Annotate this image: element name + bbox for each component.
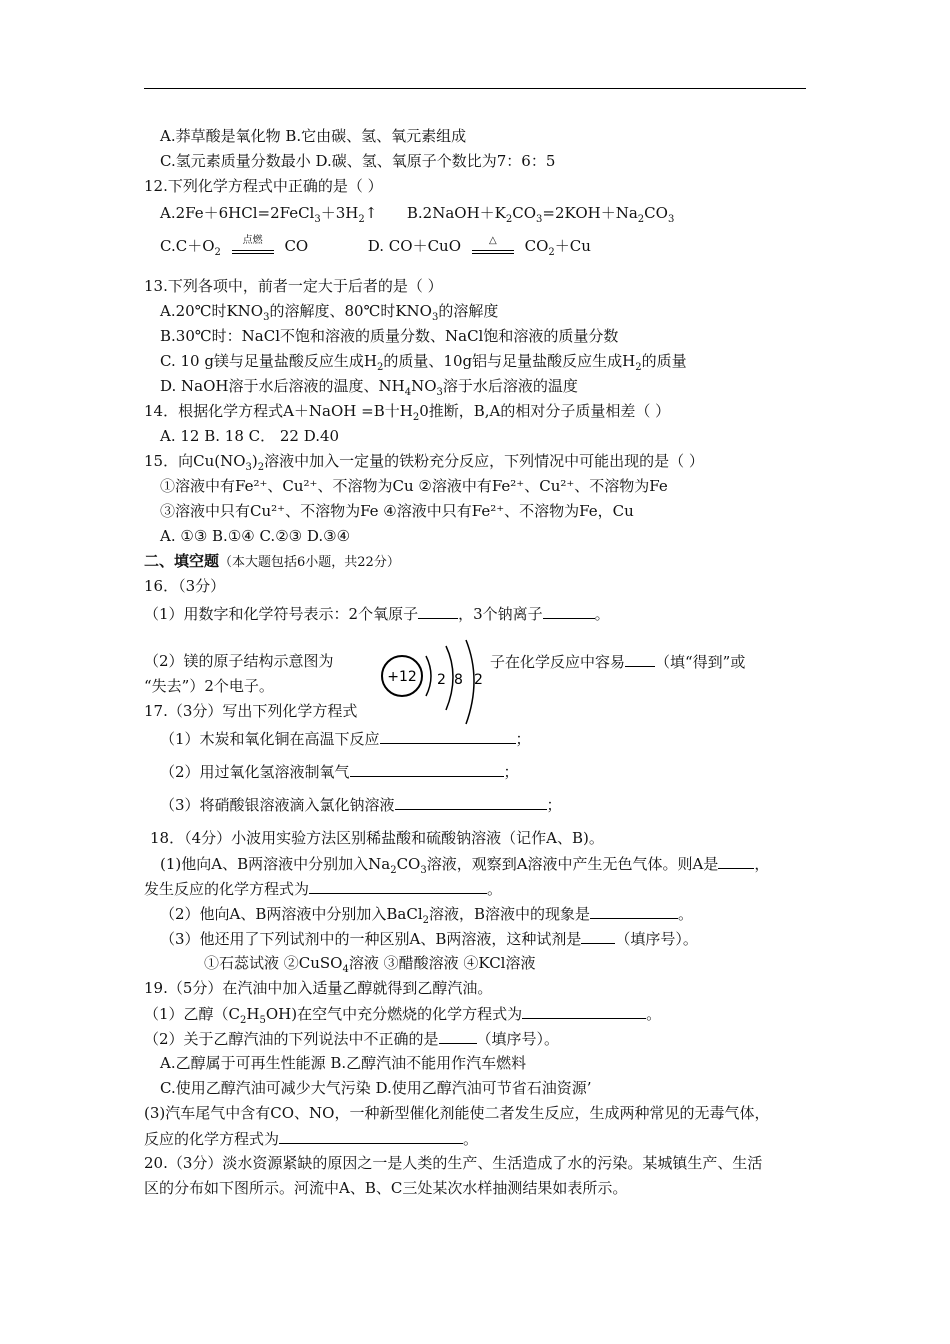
q19-stem: 19.（5分）在汽油中加入适量乙醇就得到乙醇汽油。 (144, 979, 493, 997)
q19-part-2: （2）关于乙醇汽油的下列说法中不正确的是 （填序号）。 (144, 1030, 560, 1048)
q15-options: A. ①③ B.①④ C.②③ D.③④ (160, 527, 351, 545)
q19-part-3b: 反应的化学方程式为 。 (144, 1130, 479, 1148)
q15-case-1-2: ①溶液中有Fe²⁺、Cu²⁺、不溶物为Cu ②溶液中有Fe²⁺、Cu²⁺、不溶物为Fe (160, 477, 668, 495)
header-rule (144, 88, 806, 89)
shell-2-count: 8 (454, 672, 463, 688)
ignite-condition: 点燃 (230, 237, 276, 257)
q13-option-d: D. NaOH溶于水后溶液的温度、$NH_4NO_3$溶于水后溶液的温度 (160, 377, 578, 398)
heat-condition: △ (470, 237, 516, 257)
shell-3-count: 2 (474, 672, 483, 688)
q17-part-1: （1）木炭和氧化铜在高温下反应 ； (160, 730, 531, 748)
shell-1-count: 2 (437, 672, 446, 688)
q13-stem: 13.下列各项中，前者一定大于后者的是（ ） (144, 277, 443, 295)
q19-options-cd: C.使用乙醇汽油可减少大气污染 D.使用乙醇汽油可节省石油资源’ (160, 1079, 592, 1097)
q16-part-1: （1）用数字和化学符号表示：2个氧原子 ，3个钠离子 。 (144, 605, 610, 623)
q16-part-2a: （2）镁的原子结构示意图为 (144, 652, 334, 670)
q16-part-2b: 子在化学反应中容易 （填“得到”或 (490, 653, 746, 671)
q18-part-2: （2）他向A、B两溶液中分别加入BaCl$_2$溶液，B溶液中的现象是 。 (160, 905, 694, 926)
q18-part-3: （3）他还用了下列试剂中的一种区别A、B两溶液，这种试剂是 （填序号）。 (160, 930, 698, 948)
q14-options: A. 12 B. 18 C． 22 D.40 (160, 427, 340, 445)
q12-options-ab: $A.2Fe+6HCl=2FeCl_3+3H_2↑$ $B.2NaOH+K_2CO_3=2KOH+Na_2CO_3$ (160, 204, 675, 225)
q17-stem: 17.（3分）写出下列化学方程式 (144, 702, 358, 720)
shell-1-arc (426, 656, 431, 696)
q13-option-a: A.20℃时$KNO_3$的溶解度、80℃时$KNO_3$的溶解度 (160, 302, 499, 323)
q11-options-cd: C.氢元素质量分数最小 D.碳、氢、氧原子个数比为7：6：5 (160, 152, 556, 170)
shell-3-arc (466, 640, 474, 724)
nucleus-label: +12 (387, 669, 417, 685)
q12-options-cd: $C.C+O_2$ 点燃 CO D. CO＋CuO △ $CO_2+Cu$ (160, 235, 591, 258)
q16-part-2c: “失去”）2个电子。 (144, 677, 274, 695)
q17-part-3: （3）将硝酸银溶液滴入氯化钠溶液 ； (160, 796, 562, 814)
q11-options-ab: A.莽草酸是氧化物 B.它由碳、氢、氧元素组成 (160, 127, 467, 145)
q15-case-3-4: ③溶液中只有Cu²⁺、不溶物为Fe ④溶液中只有Fe²⁺、不溶物为Fe，Cu (160, 502, 634, 520)
q14-stem: 14．根据化学方程式A＋NaOH =B十$H_20$推断，B,A的相对分子质量相差（ ） (144, 402, 671, 423)
q18-part-1b: 发生反应的化学方程式为 。 (144, 880, 503, 898)
q19-options-ab: A.乙醇属于可再生性能源 B.乙醇汽油不能用作汽车燃料 (160, 1054, 527, 1072)
q16-stem: 16．（3分） (144, 577, 226, 595)
q19-part-1: （1）乙醇$(C_2H_5OH)$在空气中充分燃烧的化学方程式为 。 (144, 1005, 662, 1026)
q13-option-c: C. 10 g镁与足量盐酸反应生成$H_2$的质量、10g铝与足量盐酸反应生成$H_2$的质量 (160, 352, 687, 373)
q19-part-3a: (3)汽车尾气中含有CO、NO，一种新型催化剂能使二者发生反应，生成两种常见的无毒气体， (144, 1104, 770, 1122)
q18-part-1a: (1)他向A、B两溶液中分别加入$Na_2CO_3$溶液，观察到A溶液中产生无色气体。则A是 ， (160, 855, 770, 876)
q12-stem: 12.下列化学方程式中正确的是（ ） (144, 177, 383, 195)
q20-stem-b: 区的分布如下图所示。河流中A、B、C三处某次水样抽测结果如表所示。 (144, 1179, 628, 1197)
magnesium-atom-diagram (378, 638, 488, 730)
section-2-title: 二、填空题（本大题包括6小题，共22分） (144, 552, 400, 570)
q18-reagent-options: ①石蕊试液 ②CuSO$_4$溶液 ③醋酸溶液 ④KCl溶液 (204, 954, 536, 975)
q13-option-b: B.30℃时：NaCl不饱和溶液的质量分数、NaCl饱和溶液的质量分数 (160, 327, 619, 345)
q17-part-2: （2）用过氧化氢溶液制氧气 ； (160, 763, 519, 781)
q18-stem: 18．（4分）小波用实验方法区别稀盐酸和硫酸钠溶液（记作A、B)。 (150, 829, 604, 847)
q20-stem-a: 20.（3分）淡水资源紧缺的原因之一是人类的生产、生活造成了水的污染。某城镇生产、生活 (144, 1154, 763, 1172)
q15-stem: 15．向$Cu(NO_3)_2$溶液中加入一定量的铁粉充分反应，下列情况中可能出现的是（ ） (144, 452, 704, 473)
shell-2-arc (446, 646, 453, 710)
